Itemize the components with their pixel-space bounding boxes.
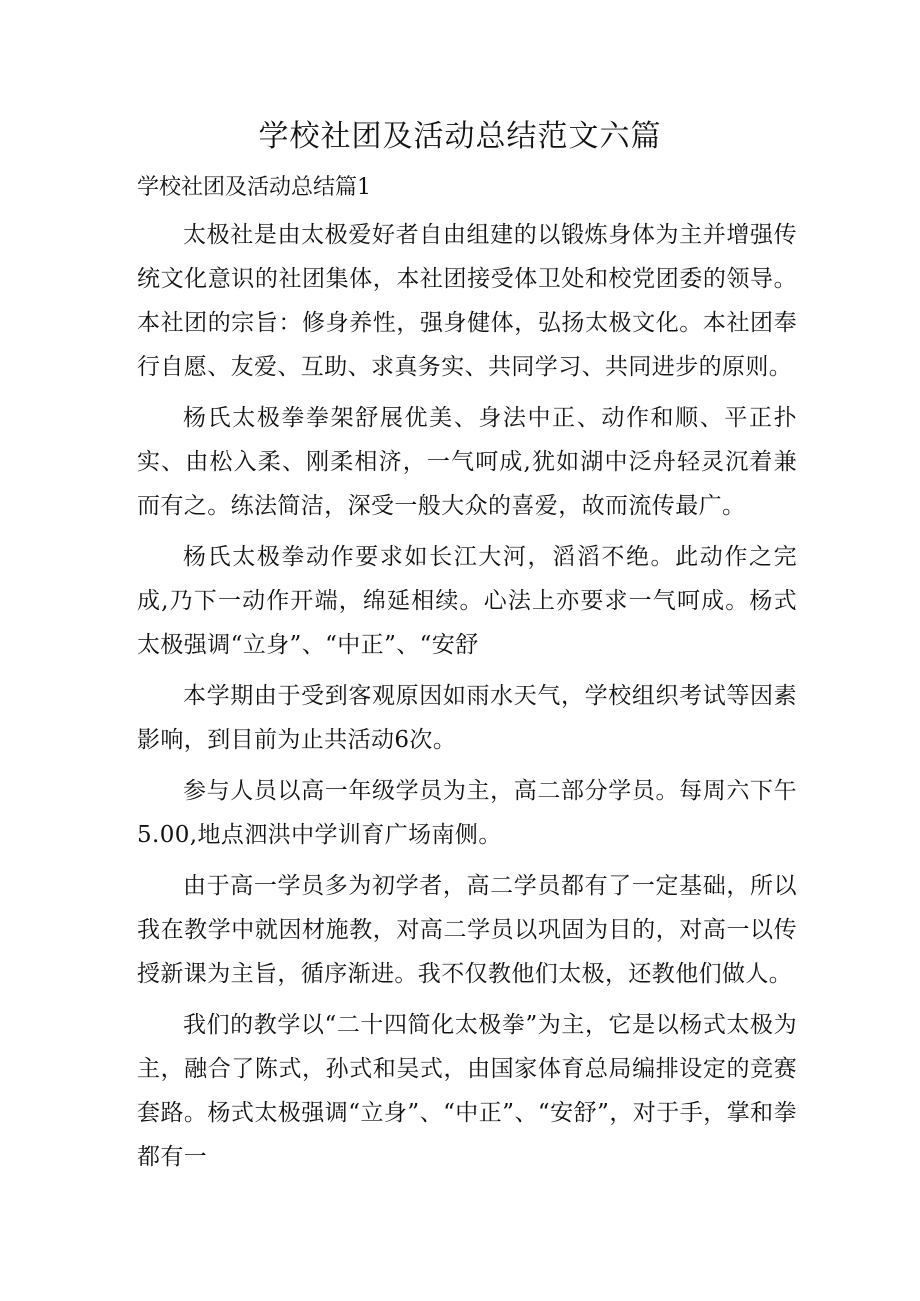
paragraph: 本学期由于受到客观原因如雨水天气，学校组织考试等因素影响，到目前为止共活动6次。 — [137, 683, 797, 753]
section-heading: 学校社团及活动总结篇1 — [137, 175, 371, 200]
document-title: 学校社团及活动总结范文六篇 — [258, 119, 662, 154]
paragraph: 杨氏太极拳拳架舒展优美、身法中正、动作和顺、平正扑实、由松入柔、刚柔相济，一气呵成,犹如湖中泛舟轻灵沉着兼而有之。练法简洁，深受一般大众的喜爱，故而流传最广。 — [137, 405, 797, 519]
paragraph: 参与人员以高一年级学员为主，高二部分学员。每周六下午5.00,地点泗洪中学训育广场南侧。 — [137, 778, 797, 848]
paragraph: 由于高一学员多为初学者，高二学员都有了一定基础，所以我在教学中就因材施教，对高二学员以巩固为目的，对高一以传授新课为主旨，循序渐进。我不仅教他们太极，还教他们做人。 — [137, 873, 797, 987]
paragraph: 我们的教学以“二十四简化太极拳”为主，它是以杨式太极为主，融合了陈式，孙式和吴式，由国家体育总局编排设定的竞赛套路。杨式太极强调“立身”、“中正”、“安舒”，对于手，掌和拳都有一 — [137, 1012, 797, 1170]
paragraph: 杨氏太极拳动作要求如长江大河，滔滔不绝。此动作之完成,乃下一动作开端，绵延相续。心法上亦要求一气呵成。杨式太极强调“立身”、“中正”、“安舒 — [137, 544, 797, 658]
paragraph: 太极社是由太极爱好者自由组建的以锻炼身体为主并增强传统文化意识的社团集体，本社团接受体卫处和校党团委的领导。本社团的宗旨：修身养性，强身健体，弘扬太极文化。本社团奉行自愿、友爱、互助、求真务实、共同学习、共同进步的原则。 — [137, 222, 797, 380]
document-body — [137, 213, 797, 1186]
